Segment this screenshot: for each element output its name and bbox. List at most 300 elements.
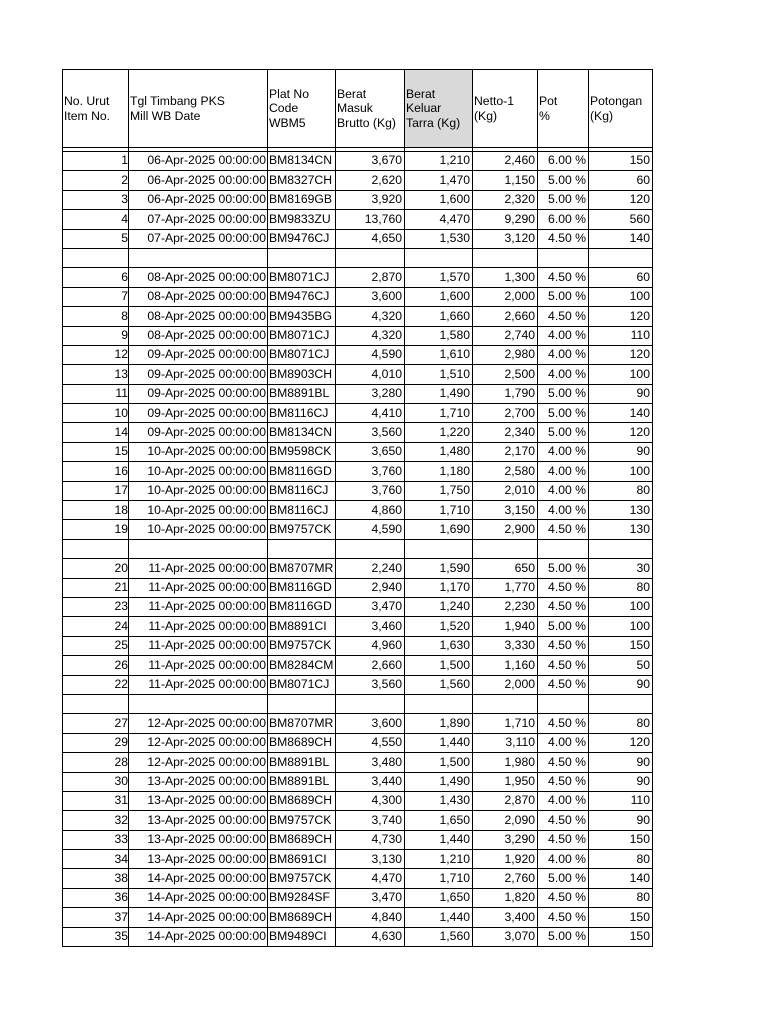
item-no-cell: 36 [63,888,129,907]
header-line: Netto-1 [474,94,514,109]
pot-percent-cell: 4.50 % [538,811,589,830]
tarra-cell: 1,710 [405,869,473,888]
table-row [63,423,653,442]
table-row [63,307,653,326]
item-no-cell: 33 [63,830,129,849]
plate-no-cell: BM8071CJ [268,268,336,287]
pot-percent-cell: 4.50 % [538,675,589,694]
potongan-cell: 90 [589,772,653,791]
pot-percent-cell: 4.50 % [538,888,589,907]
blank-cell [473,248,538,267]
plate-no-cell: BM9598CK [268,442,336,461]
header-line: Berat [406,87,436,102]
potongan-cell: 90 [589,442,653,461]
item-no-cell: 28 [63,753,129,772]
netto-cell: 1,300 [473,268,538,287]
blank-cell [589,694,653,713]
tarra-cell: 1,560 [405,927,473,946]
blank-cell [405,248,473,267]
potongan-cell: 120 [589,307,653,326]
plate-no-cell: BM8707MR [268,714,336,733]
netto-cell: 3,110 [473,733,538,752]
brutto-cell: 4,410 [336,404,405,423]
pot-percent-cell: 4.50 % [538,753,589,772]
item-no-cell: 6 [63,268,129,287]
tarra-cell: 1,520 [405,617,473,636]
tarra-cell: 1,650 [405,811,473,830]
plate-no-cell: BM9757CK [268,520,336,539]
plate-no-cell: BM8071CJ [268,675,336,694]
table-row [63,384,653,403]
item-no-cell: 2 [63,171,129,190]
brutto-cell: 4,010 [336,365,405,384]
plate-no-cell: BM8689CH [268,791,336,810]
plate-no-cell: BM8134CN [268,152,336,171]
plate-no-cell: BM9476CJ [268,287,336,306]
table-row [63,171,653,190]
netto-cell: 2,010 [473,481,538,500]
table-row [63,287,653,306]
plate-no-cell: BM8689CH [268,830,336,849]
blank-cell [405,539,473,558]
table-row [63,888,653,907]
item-no-cell: 7 [63,287,129,306]
netto-cell: 1,920 [473,850,538,869]
wb-date-cell: 13-Apr-2025 00:00:00 [129,772,268,791]
blank-cell [129,694,268,713]
potongan-cell: 100 [589,287,653,306]
plate-no-cell: BM8116CJ [268,501,336,520]
wb-date-cell: 07-Apr-2025 00:00:00 [129,229,268,248]
potongan-cell: 100 [589,597,653,616]
potongan-cell: 100 [589,462,653,481]
pot-percent-cell: 4.00 % [538,733,589,752]
potongan-cell: 150 [589,152,653,171]
potongan-cell: 100 [589,365,653,384]
netto-cell: 3,400 [473,908,538,927]
netto-cell: 2,760 [473,869,538,888]
netto-cell: 3,330 [473,636,538,655]
table-row [63,229,653,248]
tarra-cell: 1,710 [405,404,473,423]
table-row [63,753,653,772]
plate-no-cell: BM8891CI [268,617,336,636]
wb-date-cell: 11-Apr-2025 00:00:00 [129,578,268,597]
pot-percent-cell: 4.50 % [538,830,589,849]
netto-cell: 1,150 [473,171,538,190]
wb-date-cell: 13-Apr-2025 00:00:00 [129,811,268,830]
brutto-cell: 4,730 [336,830,405,849]
item-no-cell: 21 [63,578,129,597]
pot-percent-cell: 4.50 % [538,268,589,287]
tarra-cell: 1,630 [405,636,473,655]
wb-date-cell: 13-Apr-2025 00:00:00 [129,850,268,869]
blank-cell [538,539,589,558]
pot-percent-cell: 4.50 % [538,714,589,733]
pot-percent-cell: 4.50 % [538,520,589,539]
table-row [63,714,653,733]
item-no-cell: 29 [63,733,129,752]
tarra-cell: 1,490 [405,772,473,791]
wb-date-cell: 08-Apr-2025 00:00:00 [129,307,268,326]
tarra-cell: 1,210 [405,850,473,869]
brutto-cell: 3,440 [336,772,405,791]
item-no-cell: 38 [63,869,129,888]
wb-date-cell: 14-Apr-2025 00:00:00 [129,888,268,907]
tarra-cell: 1,170 [405,578,473,597]
potongan-cell: 140 [589,404,653,423]
potongan-cell: 50 [589,656,653,675]
table-row [63,772,653,791]
plate-no-cell: BM8071CJ [268,326,336,345]
potongan-cell: 130 [589,501,653,520]
wb-date-cell: 12-Apr-2025 00:00:00 [129,753,268,772]
blank-row [63,694,653,713]
pot-percent-cell: 5.00 % [538,171,589,190]
pot-percent-cell: 4.00 % [538,326,589,345]
wb-date-cell: 14-Apr-2025 00:00:00 [129,927,268,946]
table-row [63,617,653,636]
tarra-cell: 1,510 [405,365,473,384]
blank-cell [268,539,336,558]
netto-cell: 2,230 [473,597,538,616]
netto-cell: 1,790 [473,384,538,403]
blank-cell [589,248,653,267]
header-line: Item No. [64,108,111,123]
header-potongan [589,70,653,148]
header-line: Mill WB Date [130,108,201,123]
netto-cell: 2,000 [473,675,538,694]
plate-no-cell: BM9757CK [268,811,336,830]
table-row [63,636,653,655]
netto-cell: 2,170 [473,442,538,461]
table-row [63,326,653,345]
blank-cell [336,694,405,713]
blank-cell [538,694,589,713]
brutto-cell: 4,470 [336,869,405,888]
wb-date-cell: 11-Apr-2025 00:00:00 [129,656,268,675]
netto-cell: 2,700 [473,404,538,423]
netto-cell: 650 [473,559,538,578]
netto-cell: 2,980 [473,345,538,364]
wb-date-cell: 10-Apr-2025 00:00:00 [129,481,268,500]
potongan-cell: 30 [589,559,653,578]
plate-no-cell: BM9757CK [268,869,336,888]
netto-cell: 2,580 [473,462,538,481]
wb-date-cell: 08-Apr-2025 00:00:00 [129,268,268,287]
brutto-cell: 3,280 [336,384,405,403]
wb-date-cell: 11-Apr-2025 00:00:00 [129,636,268,655]
table-row [63,656,653,675]
blank-row [63,248,653,267]
pot-percent-cell: 4.00 % [538,442,589,461]
plate-no-cell: BM8284CM [268,656,336,675]
blank-cell [538,248,589,267]
brutto-cell: 4,840 [336,908,405,927]
netto-cell: 9,290 [473,210,538,229]
pot-percent-cell: 4.50 % [538,908,589,927]
item-no-cell: 8 [63,307,129,326]
tarra-cell: 1,480 [405,442,473,461]
blank-cell [268,248,336,267]
potongan-cell: 140 [589,229,653,248]
wb-date-cell: 13-Apr-2025 00:00:00 [129,830,268,849]
tarra-cell: 1,710 [405,501,473,520]
header-pot-percent [538,70,589,148]
pot-percent-cell: 4.00 % [538,345,589,364]
netto-cell: 2,320 [473,190,538,209]
netto-cell: 1,820 [473,888,538,907]
netto-cell: 3,120 [473,229,538,248]
item-no-cell: 25 [63,636,129,655]
netto-cell: 1,160 [473,656,538,675]
potongan-cell: 90 [589,675,653,694]
tarra-cell: 1,180 [405,462,473,481]
wb-date-cell: 09-Apr-2025 00:00:00 [129,365,268,384]
potongan-cell: 120 [589,423,653,442]
pot-percent-cell: 4.50 % [538,636,589,655]
pot-percent-cell: 4.00 % [538,791,589,810]
tarra-cell: 1,530 [405,229,473,248]
wb-date-cell: 09-Apr-2025 00:00:00 [129,345,268,364]
pot-percent-cell: 4.00 % [538,850,589,869]
brutto-cell: 3,760 [336,462,405,481]
pot-percent-cell: 6.00 % [538,152,589,171]
plate-no-cell: BM8891BL [268,384,336,403]
pot-percent-cell: 5.00 % [538,559,589,578]
brutto-cell: 3,920 [336,190,405,209]
pot-percent-cell: 5.00 % [538,404,589,423]
header-line: WBM5 [269,115,306,130]
brutto-cell: 3,470 [336,597,405,616]
item-no-cell: 10 [63,404,129,423]
item-no-cell: 22 [63,675,129,694]
table-row [63,830,653,849]
tarra-cell: 1,890 [405,714,473,733]
item-no-cell: 31 [63,791,129,810]
potongan-cell: 150 [589,927,653,946]
tarra-cell: 1,440 [405,830,473,849]
tarra-cell: 1,690 [405,520,473,539]
table-row [63,268,653,287]
netto-cell: 1,980 [473,753,538,772]
brutto-cell: 4,630 [336,927,405,946]
potongan-cell: 120 [589,345,653,364]
plate-no-cell: BM8327CH [268,171,336,190]
brutto-cell: 3,480 [336,753,405,772]
item-no-cell: 4 [63,210,129,229]
brutto-cell: 13,760 [336,210,405,229]
header-line: Potongan [590,94,643,109]
blank-cell [473,539,538,558]
pot-percent-cell: 5.00 % [538,423,589,442]
item-no-cell: 1 [63,152,129,171]
pot-percent-cell: 5.00 % [538,617,589,636]
wb-date-cell: 11-Apr-2025 00:00:00 [129,675,268,694]
item-no-cell: 30 [63,772,129,791]
wb-date-cell: 10-Apr-2025 00:00:00 [129,520,268,539]
header-item-no [63,70,129,148]
table-row [63,210,653,229]
header-wb-date [129,70,268,148]
table-row [63,365,653,384]
blank-cell [405,694,473,713]
netto-cell: 3,290 [473,830,538,849]
tarra-cell: 1,440 [405,733,473,752]
brutto-cell: 3,470 [336,888,405,907]
netto-cell: 1,950 [473,772,538,791]
netto-cell: 3,070 [473,927,538,946]
plate-no-cell: BM9284SF [268,888,336,907]
pot-percent-cell: 4.50 % [538,772,589,791]
item-no-cell: 3 [63,190,129,209]
blank-row [63,539,653,558]
item-no-cell: 19 [63,520,129,539]
header-brutto [336,70,405,148]
tarra-cell: 1,500 [405,656,473,675]
blank-cell [336,539,405,558]
potongan-cell: 150 [589,830,653,849]
plate-no-cell: BM8071CJ [268,345,336,364]
item-no-cell: 34 [63,850,129,869]
table-row [63,345,653,364]
brutto-cell: 4,960 [336,636,405,655]
header-line: (Kg) [590,108,614,123]
pot-percent-cell: 5.00 % [538,190,589,209]
potongan-cell: 80 [589,578,653,597]
tarra-cell: 1,430 [405,791,473,810]
tarra-cell: 1,490 [405,384,473,403]
brutto-cell: 4,650 [336,229,405,248]
blank-cell [473,694,538,713]
header-line: Pot [539,94,558,109]
wb-date-cell: 07-Apr-2025 00:00:00 [129,210,268,229]
netto-cell: 2,340 [473,423,538,442]
potongan-cell: 140 [589,869,653,888]
potongan-cell: 80 [589,850,653,869]
table-row [63,733,653,752]
wb-date-cell: 13-Apr-2025 00:00:00 [129,791,268,810]
table-row [63,481,653,500]
pot-percent-cell: 4.50 % [538,597,589,616]
plate-no-cell: BM9833ZU [268,210,336,229]
brutto-cell: 2,870 [336,268,405,287]
wb-date-cell: 06-Apr-2025 00:00:00 [129,152,268,171]
table-row [63,675,653,694]
brutto-cell: 4,300 [336,791,405,810]
wb-date-cell: 11-Apr-2025 00:00:00 [129,617,268,636]
netto-cell: 2,740 [473,326,538,345]
pot-percent-cell: 4.00 % [538,365,589,384]
wb-date-cell: 11-Apr-2025 00:00:00 [129,559,268,578]
potongan-cell: 120 [589,733,653,752]
potongan-cell: 80 [589,888,653,907]
netto-cell: 2,460 [473,152,538,171]
header-line: Plat No [269,87,309,102]
table-row [63,927,653,946]
wb-date-cell: 08-Apr-2025 00:00:00 [129,326,268,345]
blank-cell [336,248,405,267]
pot-percent-cell: 6.00 % [538,210,589,229]
pot-percent-cell: 5.00 % [538,927,589,946]
wb-date-cell: 10-Apr-2025 00:00:00 [129,462,268,481]
item-no-cell: 14 [63,423,129,442]
table-row [63,462,653,481]
tarra-cell: 1,590 [405,559,473,578]
header-row [63,70,653,148]
item-no-cell: 37 [63,908,129,927]
header-line: % [539,108,550,123]
wb-date-cell: 14-Apr-2025 00:00:00 [129,869,268,888]
brutto-cell: 3,600 [336,287,405,306]
brutto-cell: 4,320 [336,307,405,326]
wb-date-cell: 06-Apr-2025 00:00:00 [129,190,268,209]
plate-no-cell: BM8116GD [268,578,336,597]
tarra-cell: 1,610 [405,345,473,364]
plate-no-cell: BM9489CI [268,927,336,946]
plate-no-cell: BM8891BL [268,753,336,772]
brutto-cell: 3,460 [336,617,405,636]
potongan-cell: 90 [589,753,653,772]
plate-no-cell: BM9757CK [268,636,336,655]
brutto-cell: 3,760 [336,481,405,500]
blank-cell [589,539,653,558]
plate-no-cell: BM8116GD [268,597,336,616]
blank-cell [129,248,268,267]
tarra-cell: 1,210 [405,152,473,171]
header-line: Berat [337,87,367,102]
netto-cell: 1,710 [473,714,538,733]
blank-cell [63,694,129,713]
netto-cell: 1,770 [473,578,538,597]
potongan-cell: 80 [589,481,653,500]
wb-date-cell: 09-Apr-2025 00:00:00 [129,404,268,423]
header-tarra [405,70,473,148]
tarra-cell: 1,560 [405,675,473,694]
plate-no-cell: BM8134CN [268,423,336,442]
table-body [63,148,653,947]
potongan-cell: 60 [589,268,653,287]
brutto-cell: 3,560 [336,423,405,442]
table-row [63,597,653,616]
plate-no-cell: BM8689CH [268,733,336,752]
brutto-cell: 4,590 [336,520,405,539]
brutto-cell: 4,860 [336,501,405,520]
netto-cell: 2,870 [473,791,538,810]
item-no-cell: 20 [63,559,129,578]
item-no-cell: 12 [63,345,129,364]
netto-cell: 1,940 [473,617,538,636]
item-no-cell: 27 [63,714,129,733]
item-no-cell: 9 [63,326,129,345]
tarra-cell: 1,660 [405,307,473,326]
plate-no-cell: BM8707MR [268,559,336,578]
netto-cell: 2,090 [473,811,538,830]
table-row [63,442,653,461]
plate-no-cell: BM8169GB [268,190,336,209]
tarra-cell: 1,600 [405,190,473,209]
table-row [63,152,653,171]
item-no-cell: 23 [63,597,129,616]
plate-no-cell: BM8689CH [268,908,336,927]
pot-percent-cell: 4.00 % [538,501,589,520]
netto-cell: 2,000 [473,287,538,306]
potongan-cell: 110 [589,326,653,345]
netto-cell: 2,900 [473,520,538,539]
tarra-cell: 1,750 [405,481,473,500]
pot-percent-cell: 5.00 % [538,869,589,888]
tarra-cell: 1,470 [405,171,473,190]
